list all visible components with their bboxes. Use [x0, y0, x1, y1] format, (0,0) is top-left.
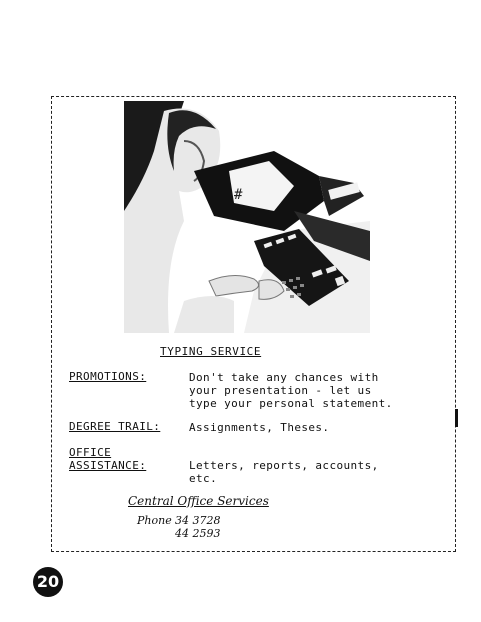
promotions-label: PROMOTIONS: [69, 370, 147, 383]
edge-mark [455, 409, 458, 427]
office-label-line1: OFFICE [69, 446, 112, 459]
degree-trail-text: Assignments, Theses. [189, 421, 330, 434]
degree-trail-label: DEGREE TRAIL: [69, 420, 161, 433]
typist-photo [124, 101, 370, 333]
phone-number-1: 34 3728 [175, 514, 221, 527]
office-label-line2: ASSISTANCE: [69, 459, 147, 472]
phone-number-2: 44 2593 [175, 527, 221, 540]
promotions-text: Don't take any chances with your presentation - let us type your personal statement. [189, 371, 393, 410]
page-heading: TYPING SERVICE [160, 345, 262, 358]
page-number-badge: 20 [33, 567, 63, 597]
office-assistance-text: Letters, reports, accounts, etc. [189, 459, 379, 485]
svg-text:#: # [234, 187, 243, 203]
contact-name: Central Office Services [128, 494, 269, 508]
phone-label: Phone [137, 514, 172, 527]
